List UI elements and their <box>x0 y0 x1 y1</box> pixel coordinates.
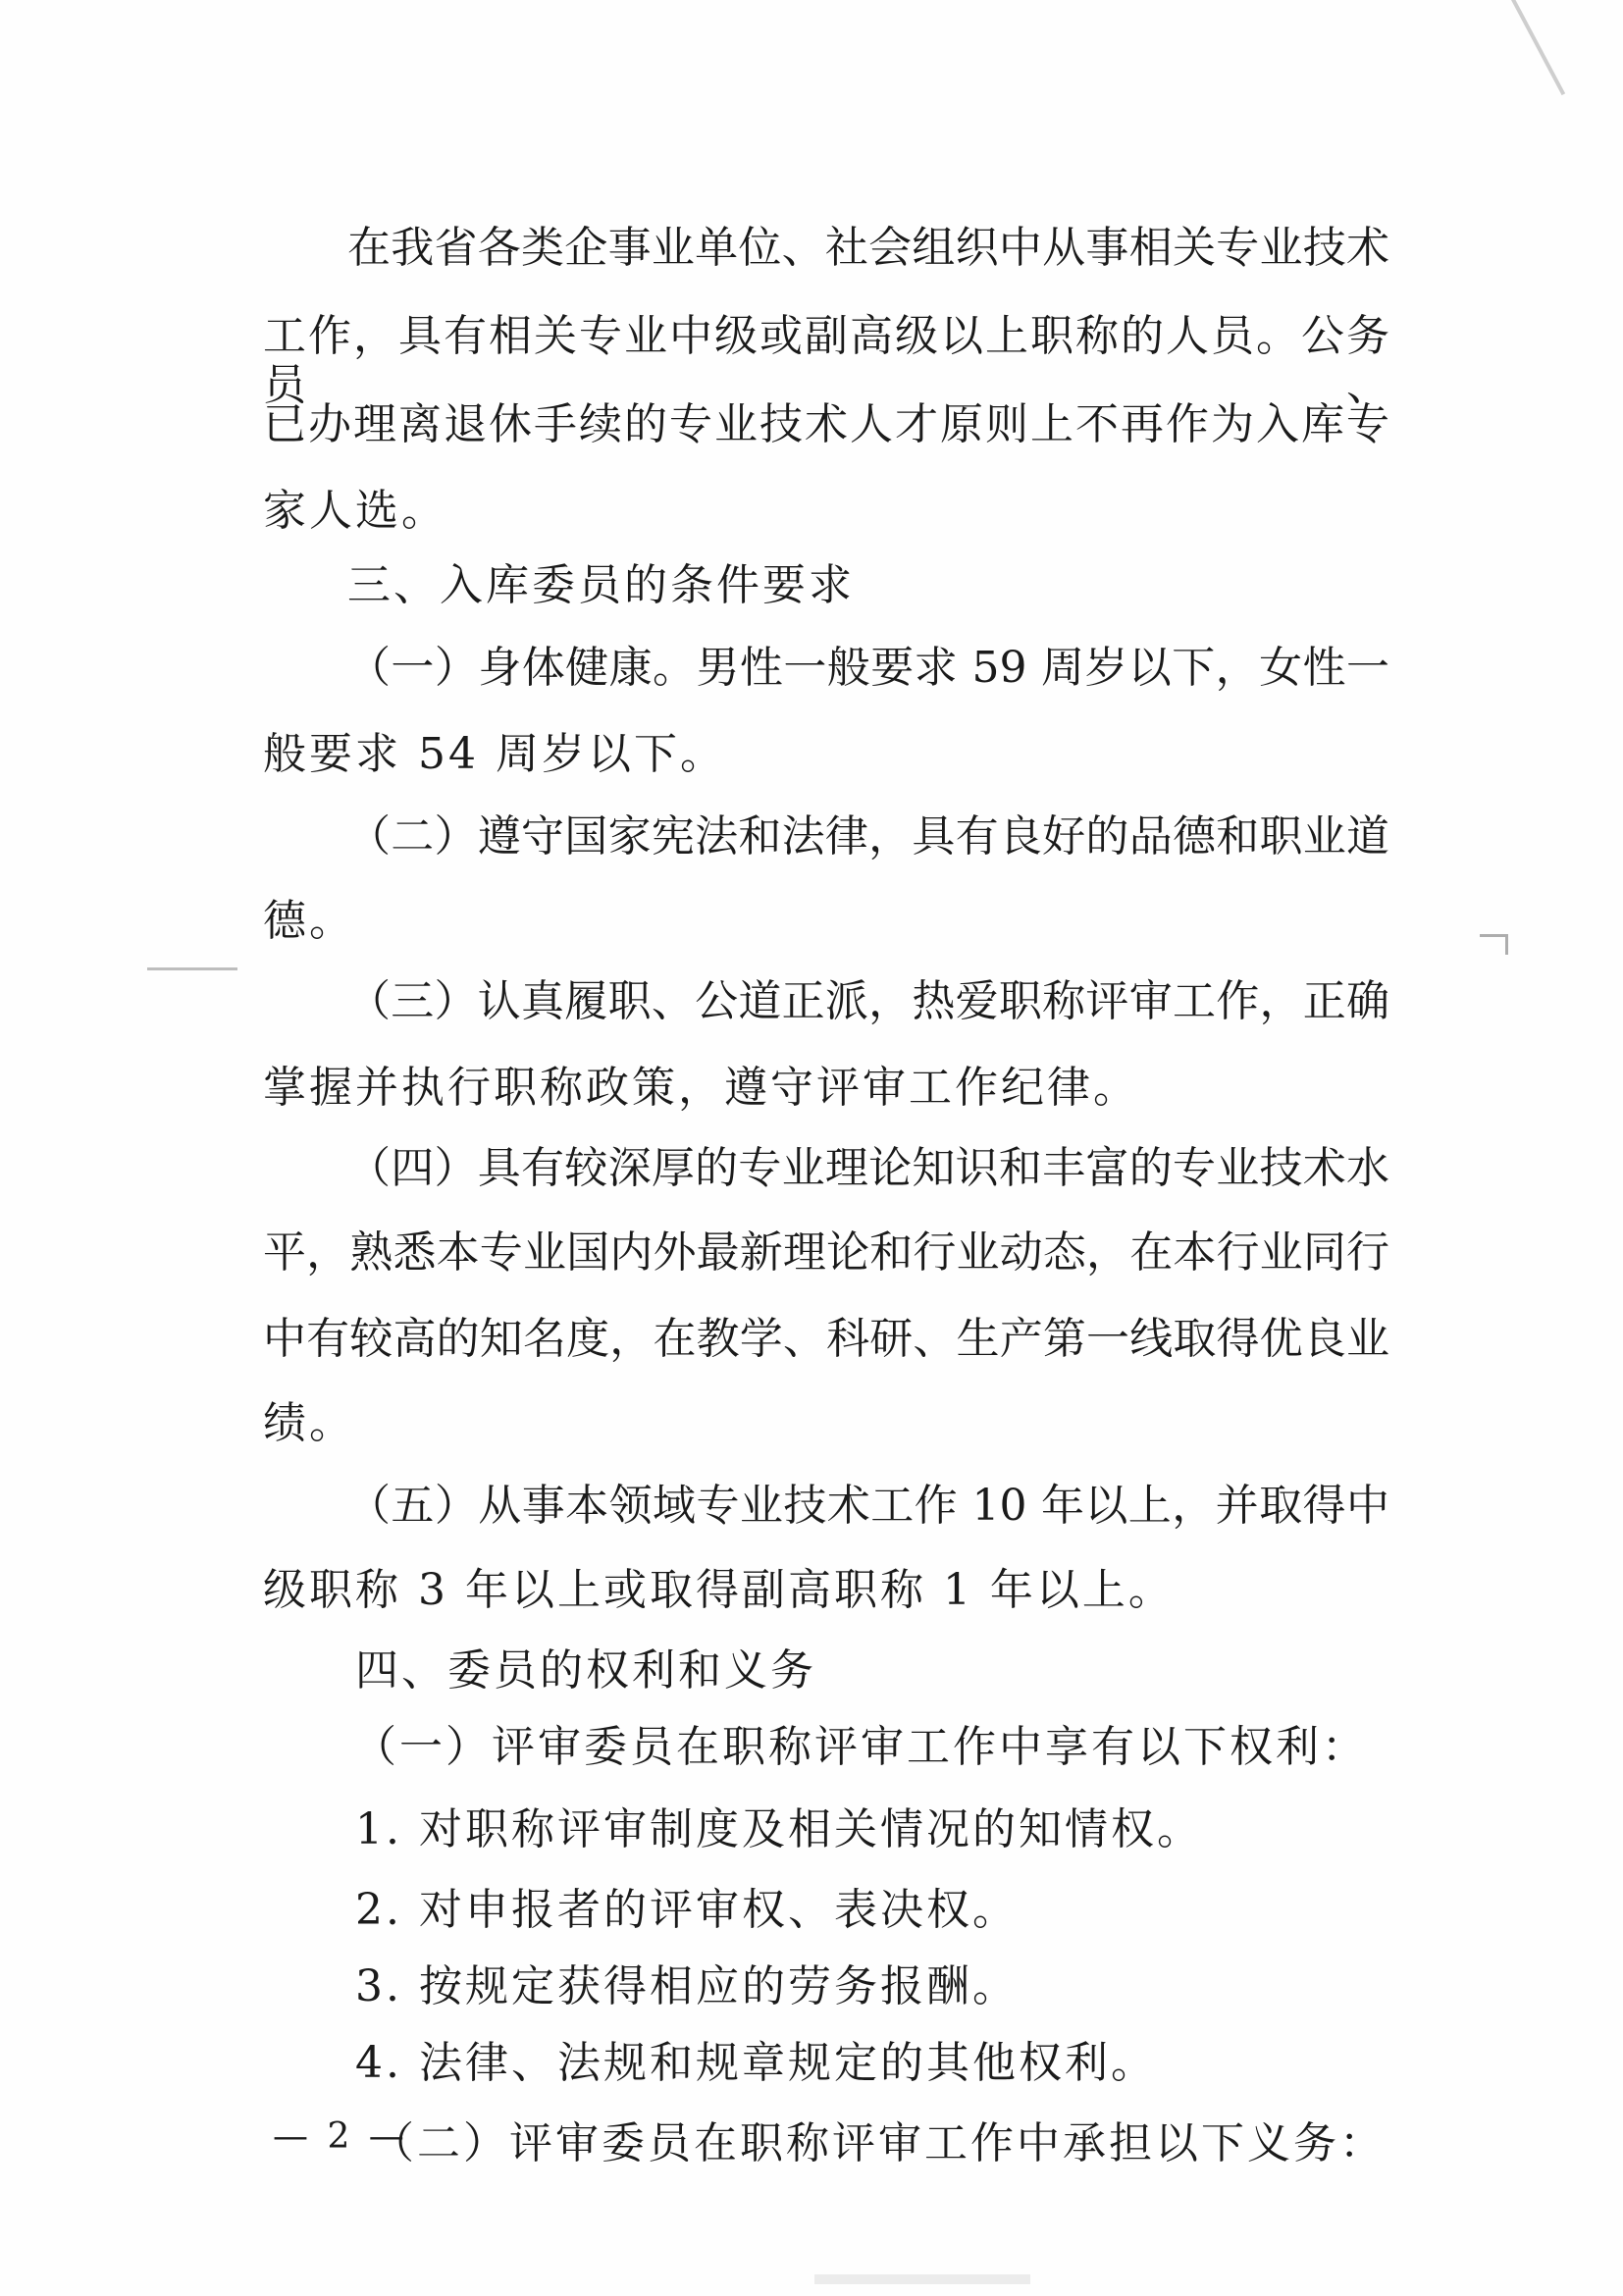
right-item-1: 1. 对职称评审制度及相关情况的知情权。 <box>355 1804 1203 1854</box>
paragraph-line-3: 已办理离退休手续的专业技术人才原则上不再作为入库专 <box>263 399 1389 449</box>
condition-3-line-2: 掌握并执行职称政策，遵守评审工作纪律。 <box>263 1063 1139 1113</box>
scan-corner-mark <box>1511 0 1565 95</box>
section-heading-3: 三、入库委员的条件要求 <box>347 560 855 610</box>
right-item-4: 4. 法律、法规和规章规定的其他权利。 <box>355 2038 1157 2088</box>
right-item-2: 2. 对申报者的评审权、表决权。 <box>355 1885 1019 1935</box>
scan-left-mark <box>147 967 237 970</box>
page-number: — 2 — <box>273 2116 408 2157</box>
scan-right-mark <box>1480 934 1508 955</box>
condition-1-line-1: （一）身体健康。男性一般要求 59 周岁以下，女性一 <box>347 643 1389 693</box>
condition-4-line-3: 中有较高的知名度，在教学、科研、生产第一线取得优良业 <box>263 1314 1389 1364</box>
paragraph-line-2: 工作，具有相关专业中级或副高级以上职称的人员。公务员、 <box>263 311 1389 410</box>
right-item-3: 3. 按规定获得相应的劳务报酬。 <box>355 1961 1019 2011</box>
condition-4-line-4: 绩。 <box>263 1398 355 1448</box>
condition-2-line-2: 德。 <box>263 896 355 946</box>
section-heading-4: 四、委员的权利和义务 <box>355 1645 816 1696</box>
scan-bottom-mark <box>814 2274 1030 2284</box>
paragraph-line-4: 家人选。 <box>263 486 447 536</box>
rights-subheading: （一）评审委员在职称评审工作中享有以下权利： <box>353 1722 1368 1772</box>
duties-subheading: （二）评审委员在职称评审工作中承担以下义务： <box>371 2118 1386 2168</box>
condition-1-line-2: 般要求 54 周岁以下。 <box>263 729 726 779</box>
condition-3-line-1: （三）认真履职、公道正派，热爱职称评审工作，正确 <box>347 976 1389 1026</box>
condition-2-line-1: （二）遵守国家宪法和法律，具有良好的品德和职业道 <box>347 811 1389 861</box>
condition-4-line-1: （四）具有较深厚的专业理论知识和丰富的专业技术水 <box>347 1143 1389 1193</box>
paragraph-line-1: 在我省各类企事业单位、社会组织中从事相关专业技术 <box>347 223 1389 273</box>
condition-5-line-2: 级职称 3 年以上或取得副高职称 1 年以上。 <box>263 1565 1175 1615</box>
condition-4-line-2: 平，熟悉本专业国内外最新理论和行业动态，在本行业同行 <box>263 1227 1389 1278</box>
condition-5-line-1: （五）从事本领域专业技术工作 10 年以上，并取得中 <box>347 1481 1389 1531</box>
